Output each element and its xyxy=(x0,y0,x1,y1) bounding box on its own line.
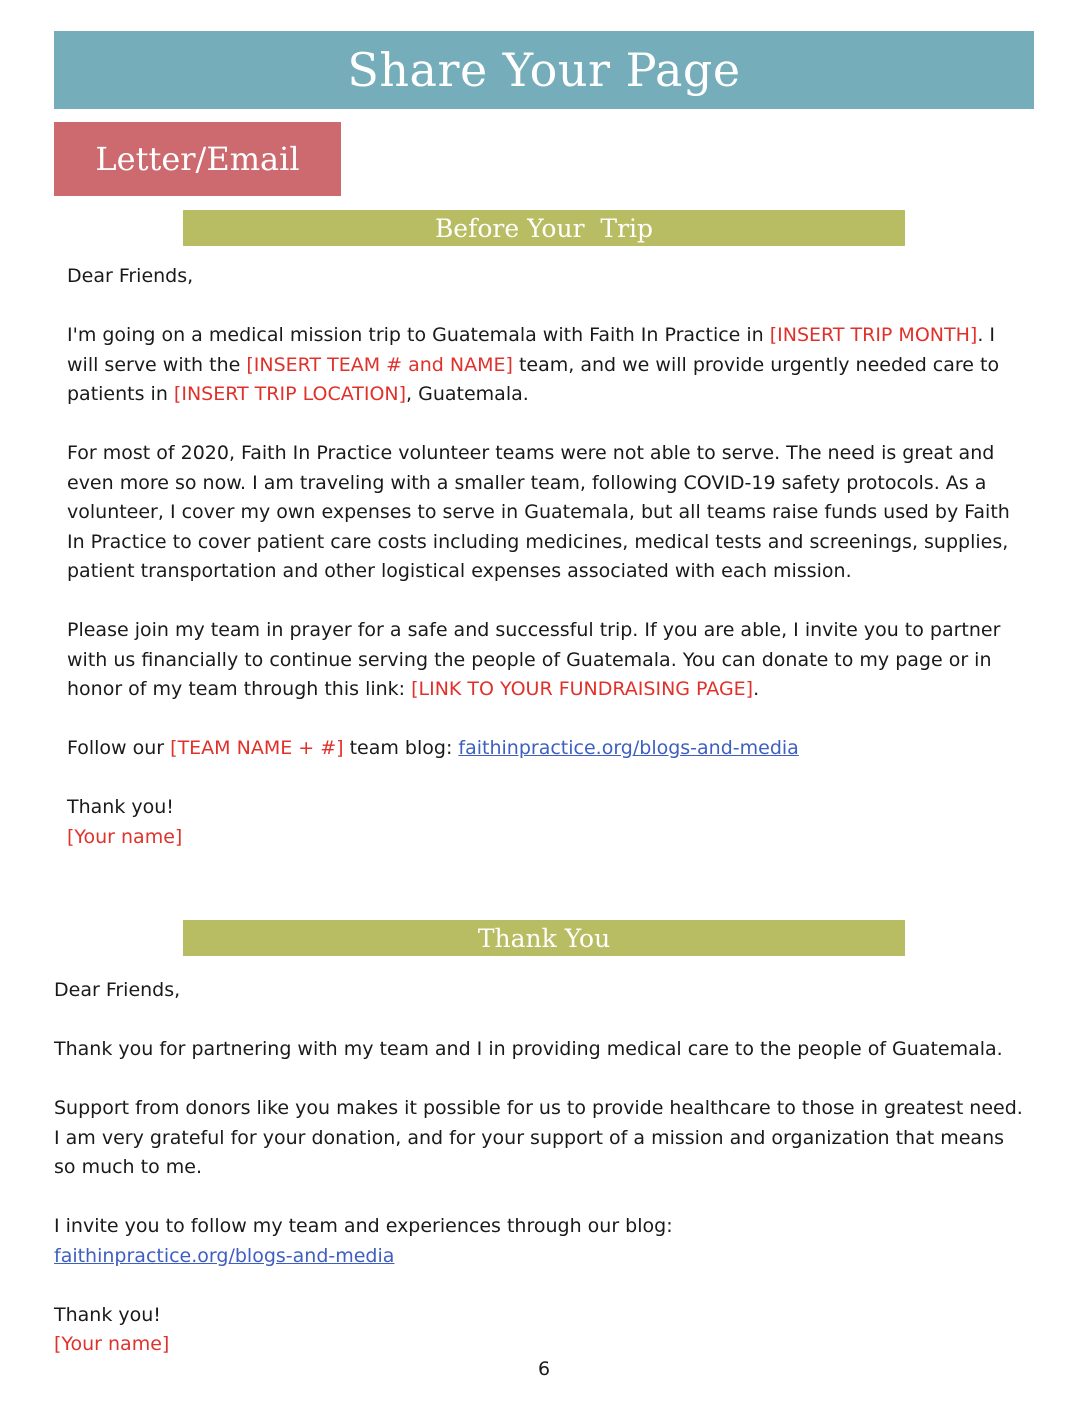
thank-you-closing: Thank you! xyxy=(54,1303,161,1326)
before-trip-letter xyxy=(67,262,1027,852)
before-trip-p3-text-2: . xyxy=(753,678,760,700)
before-trip-greeting: Dear Friends, xyxy=(67,265,194,287)
thank-you-paragraph-3 xyxy=(54,1212,1029,1271)
placeholder-trip-location: [INSERT TRIP LOCATION] xyxy=(173,383,407,405)
placeholder-trip-month: [INSERT TRIP MONTH] xyxy=(769,324,978,346)
blog-link[interactable]: faithinpractice.org/blogs-and-media xyxy=(458,737,799,759)
before-trip-paragraph-3 xyxy=(67,616,1027,705)
before-trip-p4-text-1: Follow our xyxy=(67,737,171,759)
thank-you-heading: Thank You xyxy=(477,923,611,953)
placeholder-fundraising-link: [LINK TO YOUR FUNDRAISING PAGE] xyxy=(411,678,754,700)
before-trip-closing: Thank you! xyxy=(67,796,174,818)
before-trip-signature: [Your name] xyxy=(67,825,183,848)
before-trip-p1-text-2: . I will serve with the xyxy=(67,324,995,376)
before-trip-heading-bar xyxy=(183,210,905,246)
thank-you-blog-link[interactable]: faithinpractice.org/blogs-and-media xyxy=(54,1244,395,1267)
before-trip-p1-text-3: team, and we will provide urgently needed care to patients in xyxy=(67,353,1000,405)
before-trip-paragraph-2: For most of 2020, Faith In Practice volunteer teams were not able to serve. The need is great and even more so now. I am traveling with a smaller team, following COVID-19 safety protocols. As a volunteer, I cover my own expenses to serve in Guatemala, but all teams raise funds used by Faith In Practice to cover patient care costs including medicines, medical tests and screenings, supplies, patient transportation and other logistical expenses associated with each mission. xyxy=(67,442,1010,582)
thank-you-paragraph-2: Support from donors like you makes it possible for us to provide healthcare to those in greatest need. I am very grateful for your donation, and for your support of a mission and organization that means so much to me. xyxy=(54,1097,1023,1178)
page-number: 6 xyxy=(537,1358,551,1380)
section-tag-label: Letter/Email xyxy=(95,140,300,178)
thank-you-paragraph-1: Thank you for partnering with my team and I in providing medical care to the people of Guatemala. xyxy=(54,1038,1003,1060)
placeholder-team-name: [INSERT TEAM # and NAME] xyxy=(246,353,513,376)
before-trip-p1-text-1: I'm going on a medical mission trip to Guatemala with Faith In Practice in xyxy=(67,324,770,346)
before-trip-p1-text-4: , Guatemala. xyxy=(406,383,529,405)
thank-you-p3-text: I invite you to follow my team and experiences through our blog: xyxy=(54,1215,673,1237)
page-title: Share Your Page xyxy=(347,43,741,97)
thank-you-greeting: Dear Friends, xyxy=(54,979,181,1001)
thank-you-heading-bar xyxy=(183,920,905,956)
thank-you-signature: [Your name] xyxy=(54,1333,170,1355)
page-title-banner xyxy=(54,31,1034,109)
before-trip-p3-text-1: Please join my team in prayer for a safe and successful trip. If you are able, I invite you to partner with us financially to continue serving the people of Guatemala. You can donate to my page or in honor of my team through this link: xyxy=(67,619,1001,700)
before-trip-paragraph-4 xyxy=(67,734,1027,764)
placeholder-team-name-number: [TEAM NAME + #] xyxy=(170,737,344,759)
section-tag xyxy=(54,122,341,196)
thank-you-letter xyxy=(54,976,1029,1360)
before-trip-p4-text-2: team blog: xyxy=(343,737,459,759)
before-trip-paragraph-1 xyxy=(67,321,1027,410)
before-trip-heading: Before Your Trip xyxy=(434,213,654,243)
